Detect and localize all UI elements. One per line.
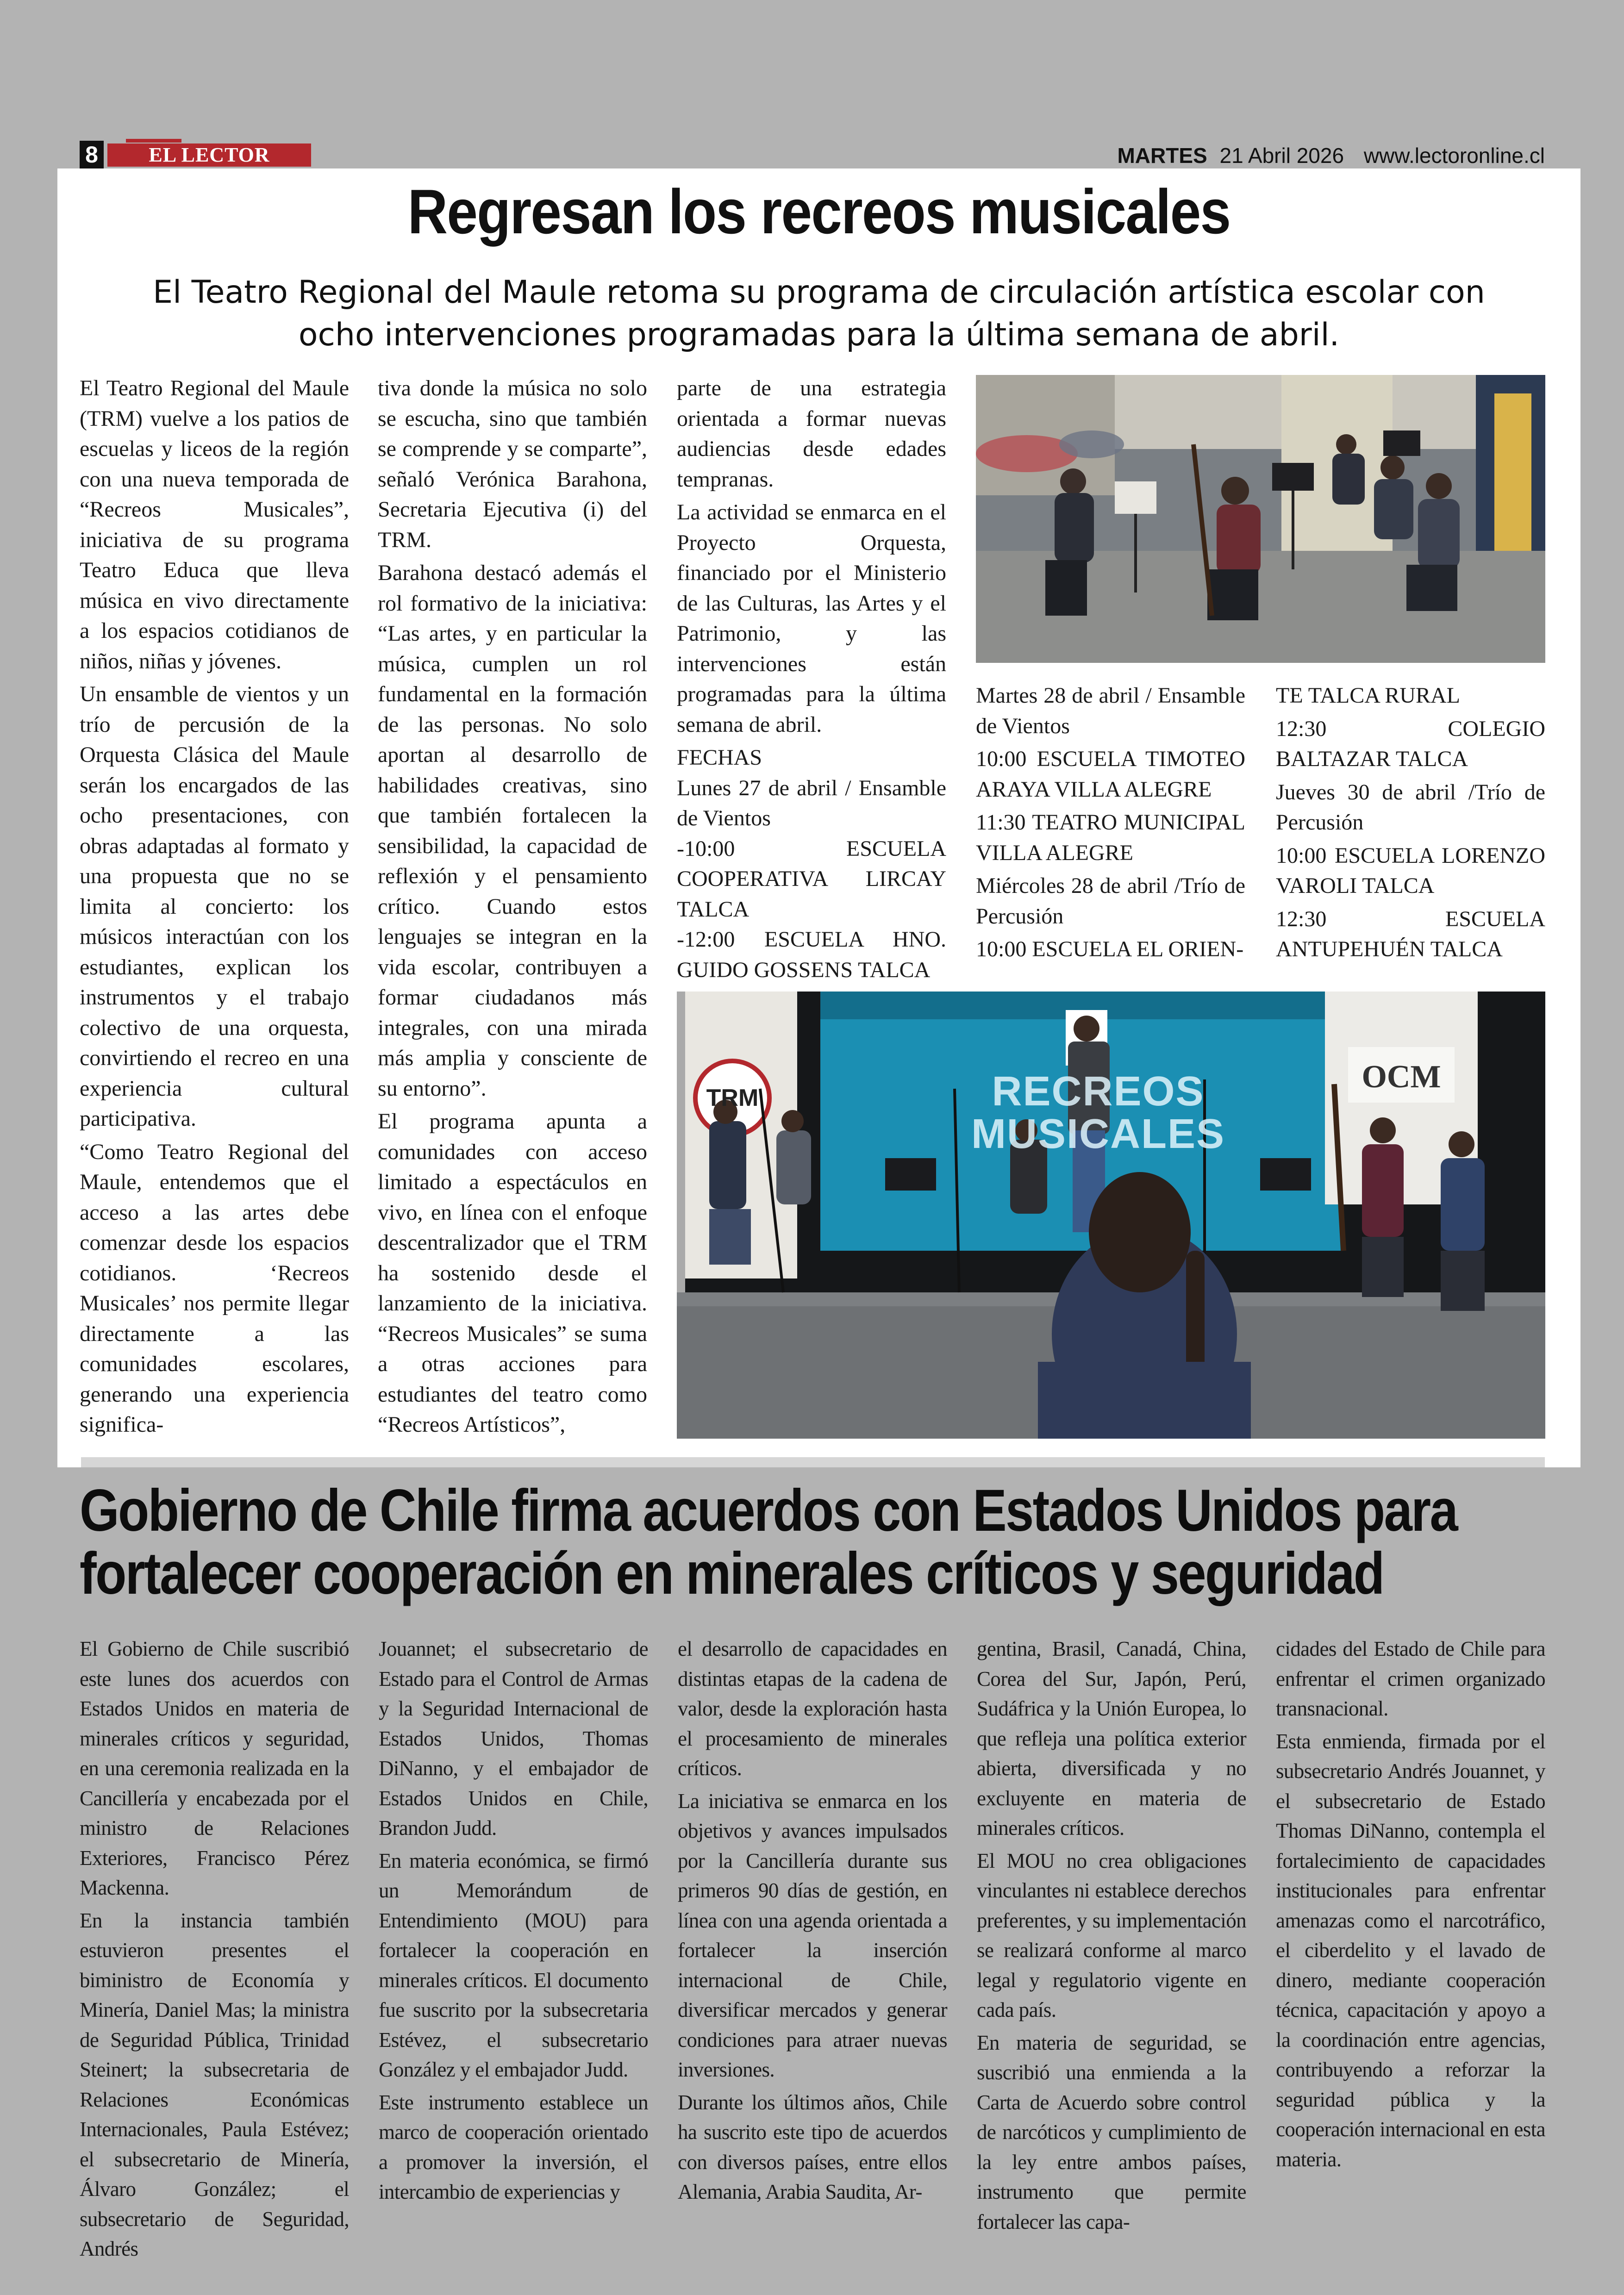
photo-stage-performance (677, 992, 1545, 1439)
paragraph: La actividad se enmarca en el Proyecto Orquesta, financiado por el Ministerio de las Culturas, las Artes y el Patrimonio, y las intervenciones están programadas para la última semana de abril. (677, 500, 946, 737)
schedule-item: -10:00 ESCUELA COOPERATIVA LIRCAY TALCA (677, 836, 946, 922)
date-line (1117, 142, 1545, 169)
weekday: MARTES (1117, 143, 1207, 168)
paragraph: En materia económica, se firmó un Memorándum de Entendimiento (MOU) para fortalecer la cooperación en minerales críticos. El documento fue suscrito por la subsecretaria Estévez, el subsecretario González y el embajador Judd. (379, 1849, 648, 2081)
article2-headline (80, 1478, 1457, 1607)
article1-column-5 (1276, 680, 1545, 967)
paragraph: Esta enmienda, firmada por el subsecretario Andrés Jouannet, y el subsecretario de Estado Thomas DiNanno, contempla el fortalecimiento de capacidades institucionales para enfrentar amenazas como el narcotráfico, el ciberdelito y el lavado de dinero, mediante cooperación técnica, capacitación y apoyo a la coordinación entre agencias, contribuyendo a reforzar la seguridad pública y la cooperación internacional en esta materia. (1276, 1729, 1545, 2171)
article1-column-1 (80, 373, 349, 1443)
article2-column-1 (80, 1634, 349, 2267)
paragraph: Barahona destacó además el rol formativo de la iniciativa: “Las artes, y en particular la música, cumplen un rol fundamental en la formación de las personas. No solo aportan al desarrollo de habilidades creativas, sino que también fortalecen la sensibilidad, la capacidad de reflexión y el pensamiento crítico. Cuando estos lenguajes se integran en la vida escolar, contribuyen a formar ciudadanos más integrales, con una mirada más amplia y consciente de su entorno”. (378, 561, 647, 1101)
schedule-day: Lunes 27 de abril / Ensamble de Vientos (677, 775, 946, 830)
paragraph: El Gobierno de Chile suscribió este lunes dos acuerdos con Estados Unidos en materia de minerales críticos y seguridad, en una ceremonia realizada en la Cancillería y encabezada por el ministro de Relaciones Exteriores, Francisco Pérez Mackenna. (80, 1637, 349, 1899)
paragraph: Este instrumento establece un marco de cooperación orientado a promover la inversión, el intercambio de experiencias y (379, 2090, 648, 2203)
article1-column-4 (976, 680, 1245, 967)
page-number: 8 (80, 141, 104, 168)
paragraph: tiva donde la música no solo se escucha, sino que también se comprende y se comparte”, señaló Verónica Barahona, Secretaria Ejecutiva (i) del TRM. (378, 376, 647, 552)
logo-accent (126, 139, 181, 143)
schedule-day: Martes 28 de abril / Ensamble de Vientos (976, 683, 1245, 738)
paragraph: El Teatro Regional del Maule (TRM) vuelve a los patios de escuelas y liceos de la región con una nueva temporada de “Recreos Musicales”, iniciativa de su programa Teatro Educa que lleva música en vivo directamente a los espacios cotidianos de niños, niñas y jóvenes. (80, 376, 349, 674)
paragraph: parte de una estrategia orientada a formar nuevas audiencias desde edades tempranas. (677, 376, 946, 492)
schedule-item: 10:00 ESCUELA EL ORIEN- (976, 937, 1244, 961)
paragraph: gentina, Brasil, Canadá, China, Corea del Sur, Japón, Perú, Sudáfrica y la Unión Europea, lo que refleja una política exterior abierta, diversificada y no excluyente en materia de minerales críticos. (977, 1637, 1246, 1840)
paragraph: el desarrollo de capacidades en distintas etapas de la cadena de valor, desde la exploración hasta el procesamiento de minerales críticos. (678, 1637, 947, 1780)
schedule-item: 12:30 COLEGIO BALTAZAR TALCA (1276, 716, 1545, 771)
schedule-item: 11:30 TEATRO MUNICIPAL VILLA ALEGRE (976, 810, 1245, 865)
article1-column-3 (677, 373, 946, 985)
paragraph: Jouannet; el subsecretario de Estado para el Control de Armas y la Seguridad Internacional de Estados Unidos, Thomas DiNanno, y el embajador de Estados Unidos en Chile, Brandon Judd. (379, 1637, 648, 1840)
article1-headline: Regresan los recreos musicales (407, 176, 1230, 247)
masthead (80, 139, 1545, 171)
stage-banner-text: RECREOS MUSICALES (971, 1068, 1225, 1157)
paragraph: El programa apunta a comunidades con acceso limitado a espectáculos en vivo, en línea con el enfoque descentralizador que el TRM ha sostenido desde el lanzamiento de la iniciativa. “Recreos Musicales” se suma a otras acciones para estudiantes del teatro como “Recreos Artísticos”, (378, 1109, 647, 1437)
schedule-item: 12:30 ESCUELA ANTUPEHUÉN TALCA (1276, 906, 1545, 961)
paragraph: En la instancia también estuvieron presentes el biministro de Economía y Minería, Daniel Mas; la ministra de Seguridad Pública, Trinidad Steinert; la subsecretaria de Relaciones Económicas Internacionales, Paula Estévez; el subsecretario de Minería, Álvaro González; el subsecretario de Seguridad, Andrés (80, 1908, 349, 2260)
section-divider (81, 1457, 1545, 1467)
article2-headline-line-1: Gobierno de Chile firma acuerdos con Estados Unidos para (80, 1478, 1457, 1544)
section-label-fechas: FECHAS (677, 745, 762, 770)
photo-ensemble-outdoor (976, 375, 1545, 663)
schedule-item: -12:00 ESCUELA HNO. GUIDO GOSSENS TALCA (677, 927, 946, 982)
paragraph: Durante los últimos años, Chile ha suscrito este tipo de acuerdos con diversos países, entre ellos Alemania, Arabia Saudita, Ar- (678, 2090, 947, 2203)
paragraph: Un ensamble de vientos y un trío de percusión de la Orquesta Clásica del Maule serán los encargados de las ocho presentaciones, con obras adaptadas al formato y una propuesta que no se limita al concierto: los músicos interactúan con los estudiantes, explican los instrumentos y el trabajo colectivo de una orquesta, convirtiendo el recreo en una experiencia cultural participativa. (80, 682, 349, 1131)
newspaper-logo: EL LECTOR (107, 143, 311, 167)
article1-column-2 (378, 373, 647, 1443)
date: 21 Abril 2026 (1219, 143, 1344, 168)
photo-stage-performance-image (677, 992, 1545, 1439)
article2-headline-line-2: fortalecer cooperación en minerales críticos y seguridad (80, 1540, 1384, 1607)
website-link[interactable]: www.lectoronline.cl (1363, 143, 1545, 168)
paragraph: El MOU no crea obligaciones vinculantes ni establece derechos preferentes, y su implementación se realizará conforme al marco legal y regulatorio vigente en cada país. (977, 1849, 1246, 2021)
schedule-day: Miércoles 28 de abril /Trío de Percusión (976, 873, 1245, 929)
article2-column-5 (1276, 1634, 1545, 2177)
article1-subhead: El Teatro Regional del Maule retoma su programa de circulación artística escolar con ocho intervenciones programadas para la última semana de abril. (153, 274, 1485, 353)
paragraph: cidades del Estado de Chile para enfrentar el crimen organizado transnacional. (1276, 1637, 1545, 1720)
article2-column-3 (678, 1634, 947, 2210)
article2-column-4 (977, 1634, 1246, 2239)
ocm-logo: OCM (1362, 1059, 1441, 1095)
photo-ensemble-outdoor-image (976, 375, 1545, 663)
paragraph: “Como Teatro Regional del Maule, entendemos que el acceso a las artes debe comenzar desde los espacios cotidianos. ‘Recreos Musicales’ nos permite llegar directamente a las comunidades escolares, generando una experiencia significa- (80, 1139, 349, 1437)
schedule-day: Jueves 30 de abril /Trío de Percusión (1276, 780, 1545, 835)
article2-column-2 (379, 1634, 648, 2210)
schedule-item: TE TALCA RURAL (1276, 683, 1460, 708)
paragraph: En materia de seguridad, se suscribió una enmienda a la Carta de Acuerdo sobre control de narcóticos y cumplimiento de la ley entre ambos países, instrumento que permite fortalecer las capa- (977, 2031, 1246, 2233)
article-recreos-musicales (57, 168, 1580, 1467)
schedule-item: 10:00 ESCUELA LORENZO VAROLI TALCA (1276, 843, 1545, 898)
trm-logo: TRM (706, 1085, 759, 1111)
schedule-item: 10:00 ESCUELA TIMOTEO ARAYA VILLA ALEGRE (976, 747, 1245, 802)
paragraph: La iniciativa se enmarca en los objetivos y avances impulsados por la Cancillería durante sus primeros 90 días de gestión, en línea con una agenda orientada a fortalecer la inserción internacional de Chile, diversificar mercados y generar condiciones para atraer nuevas inversiones. (678, 1789, 947, 2081)
